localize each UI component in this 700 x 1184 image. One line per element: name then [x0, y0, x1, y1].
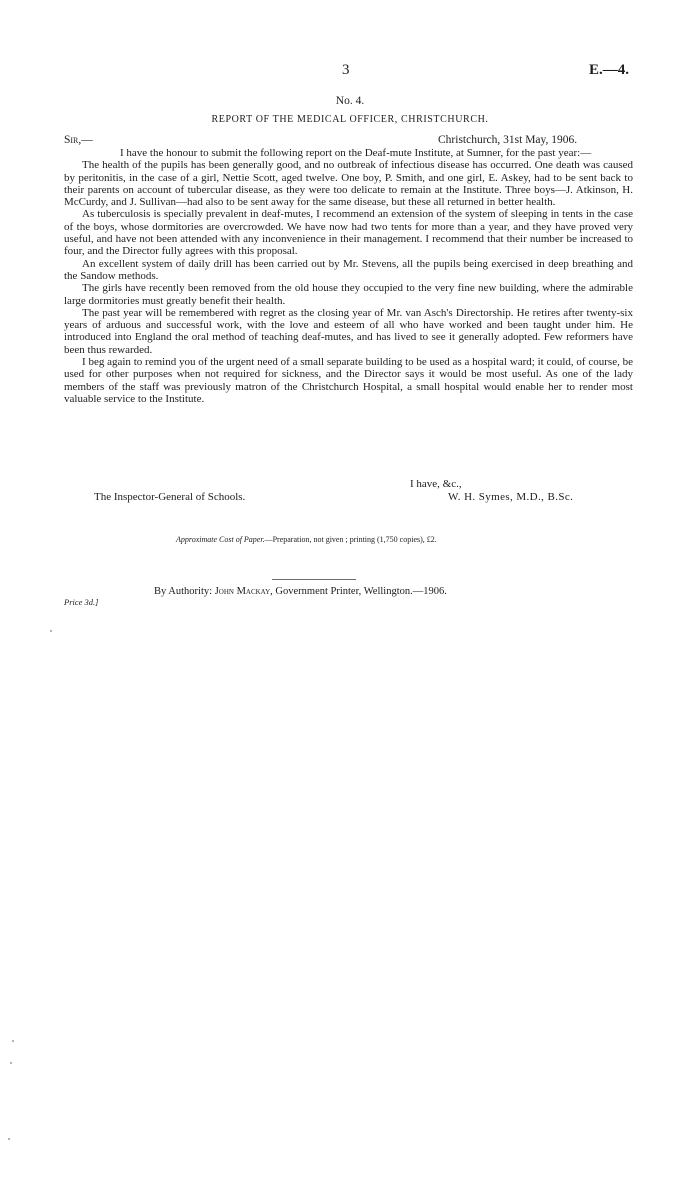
price-note: Price 3d.]: [64, 597, 99, 607]
scan-speck: [8, 1138, 10, 1140]
scan-speck: [50, 630, 52, 632]
report-number: No. 4.: [335, 95, 365, 107]
paragraph: The past year will be remembered with regret as the closing year of Mr. van Asch's Directorship. He retires after twenty-six years of arduous and successful work, with the love and esteem of all who have worked and been taught under him. He introduced into England the oral method of teaching deaf-mutes, and has lived to see it generally adopted. Few reformers have been thus rewarded.: [64, 306, 633, 356]
scan-speck: [12, 1040, 14, 1042]
imprint-suffix: , Government Printer, Wellington.—1906.: [270, 586, 447, 597]
paragraph: An excellent system of daily drill has been carried out by Mr. Stevens, all the pupils being exercised in deep breathing and the Sandow methods.: [64, 257, 633, 282]
place-date: Christchurch, 31st May, 1906.: [438, 134, 578, 146]
imprint-prefix: By Authority:: [154, 586, 215, 597]
cost-text: —Preparation, not given ; printing (1,750 copies), £2.: [264, 535, 437, 544]
salutation: Sir,—: [64, 134, 93, 146]
document-code: E.—4.: [589, 62, 630, 78]
report-title: REPORT OF THE MEDICAL OFFICER, CHRISTCHURCH.: [211, 114, 489, 125]
cost-label: Approximate Cost of Paper.: [176, 535, 265, 544]
paragraph: I beg again to remind you of the urgent need of a small separate building to be used as a hospital ward; it could, of course, be used for other purposes when not required for sickness, and the Director says it would be most useful. As one of the lady members of the staff was previously matron of the Christchurch Hospital, a small hospital would enable her to render most valuable service to the Institute.: [64, 356, 633, 405]
divider-rule: [272, 579, 356, 580]
printer-imprint: [154, 586, 447, 597]
paragraph: The girls have recently been removed from the old house they occupied to the very fine new building, where the admirable large dormitories must greatly benefit their health.: [64, 282, 633, 307]
addressee: The Inspector-General of Schools.: [94, 491, 246, 503]
closing-phrase: I have, &c.,: [410, 478, 462, 490]
signature: W. H. Symes, M.D., B.Sc.: [448, 491, 574, 503]
page-number: 3: [342, 62, 350, 78]
cost-note: [176, 535, 437, 544]
paragraph: As tuberculosis is specially prevalent in deaf-mutes, I recommend an extension of the system of sleeping in tents in the case of the boys, whose dormitories are overcrowded. We have now had two tents for more than a year, and they have proved very useful, and have not been attended with any inconvenience in their management. I recommend that their number be increased to four, and the Director fully agrees with this proposal.: [64, 208, 633, 258]
paragraph: I have the honour to submit the following report on the Deaf-mute Institute, at Sumner, for the past year:—: [120, 147, 592, 159]
report-body: [64, 147, 633, 405]
scan-speck: [10, 1062, 12, 1064]
closing-block: [0, 478, 700, 518]
paragraph: The health of the pupils has been generally good, and no outbreak of infectious disease has occurred. One death was caused by peritonitis, in the case of a girl, Nettie Scott, aged twelve. One boy, P. Smith, and one girl, E. Askey, had to be sent back to their parents on account of tubercular disease, as they were too delicate to remain at the Institute. Three boys—J. Atkinson, H. McCurdy, and J. Sullivan—had also to be sent away for the same disease, but these all returned in better health.: [64, 159, 633, 209]
printer-name: John Mackay: [214, 586, 271, 597]
